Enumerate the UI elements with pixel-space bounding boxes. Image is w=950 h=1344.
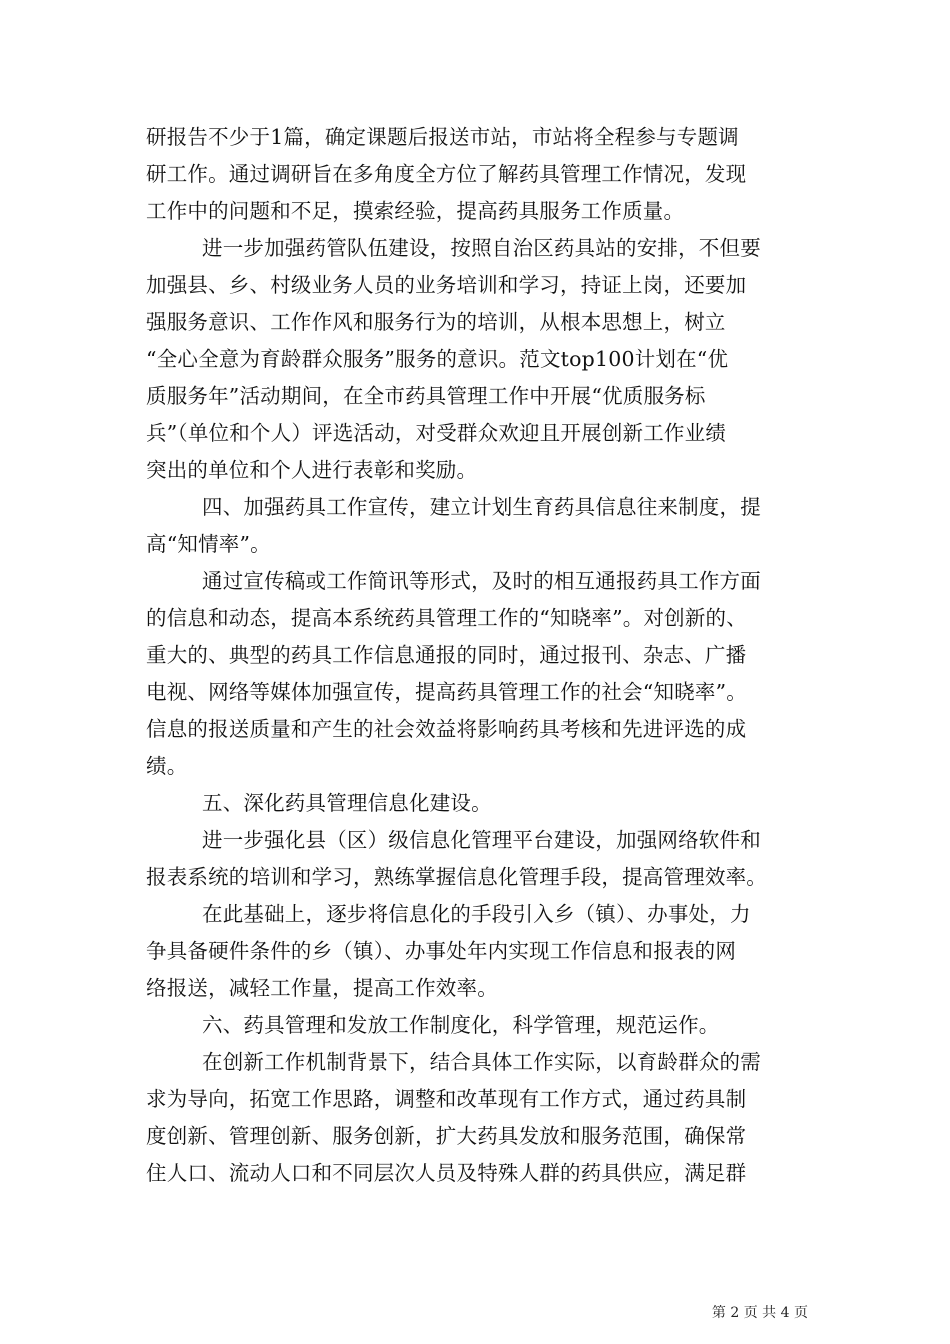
text-line: 六、药具管理和发放工作制度化，科学管理，规范运作。	[202, 1013, 720, 1037]
text-line: 在创新工作机制背景下，结合具体工作实际，以育龄群众的需	[202, 1050, 761, 1074]
text-line: 研工作。通过调研旨在多角度全方位了解药具管理工作情况，发现	[146, 162, 747, 186]
text-line: 信息的报送质量和产生的社会效益将影响药具考核和先进评选的成	[146, 717, 747, 741]
text-line: 质服务年”活动期间，在全市药具管理工作中开展“优质服务标	[146, 384, 706, 408]
text-line: 工作中的问题和不足，摸索经验，提高药具服务工作质量。	[146, 199, 685, 223]
text-line: 通过宣传稿或工作简讯等形式，及时的相互通报药具工作方面	[202, 569, 761, 593]
text-line: 进一步强化县（区）级信息化管理平台建设，加强网络软件和	[202, 828, 761, 852]
text-line: “全心全意为育龄群众服务”服务的意识。范文top100计划在“优	[146, 347, 729, 371]
text-line: 研报告不少于1篇，确定课题后报送市站，市站将全程参与专题调	[146, 125, 739, 149]
document-body	[146, 119, 824, 1192]
text-line: 住人口、流动人口和不同层次人员及特殊人群的药具供应，满足群	[146, 1161, 747, 1185]
text-line: 五、深化药具管理信息化建设。	[202, 791, 492, 815]
text-line: 突出的单位和个人进行表彰和奖励。	[146, 458, 478, 482]
text-line: 在此基础上，逐步将信息化的手段引入乡（镇）、办事处，力	[202, 902, 751, 926]
text-line: 进一步加强药管队伍建设，按照自治区药具站的安排，不但要	[202, 236, 761, 260]
text-line: 强服务意识、工作作风和服务行为的培训，从根本思想上，树立	[146, 310, 726, 334]
page-number: 第 2 页 共 4 页	[711, 1305, 808, 1321]
text-line: 报表系统的培训和学习，熟练掌握信息化管理手段，提高管理效率。	[146, 865, 767, 889]
text-line: 高“知情率”。	[146, 532, 271, 556]
text-line: 兵”（单位和个人）评选活动，对受群众欢迎且开展创新工作业绩	[146, 421, 727, 445]
text-line: 的信息和动态，提高本系统药具管理工作的“知晓率”。对创新的、	[146, 606, 747, 630]
text-line: 争具备硬件条件的乡（镇）、办事处年内实现工作信息和报表的网	[146, 939, 737, 963]
text-line: 加强县、乡、村级业务人员的业务培训和学习，持证上岗，还要加	[146, 273, 747, 297]
text-line: 电视、网络等媒体加强宣传，提高药具管理工作的社会“知晓率”。	[146, 680, 747, 704]
text-line: 重大的、典型的药具工作信息通报的同时，通过报刊、杂志、广播	[146, 643, 747, 667]
text-line: 求为导向，拓宽工作思路，调整和改革现有工作方式，通过药具制	[146, 1087, 747, 1111]
text-line: 度创新、管理创新、服务创新，扩大药具发放和服务范围，确保常	[146, 1124, 747, 1148]
text-line: 四、加强药具工作宣传，建立计划生育药具信息往来制度，提	[202, 495, 761, 519]
text-line: 络报送，减轻工作量，提高工作效率。	[146, 976, 498, 1000]
text-line: 绩。	[146, 754, 188, 778]
